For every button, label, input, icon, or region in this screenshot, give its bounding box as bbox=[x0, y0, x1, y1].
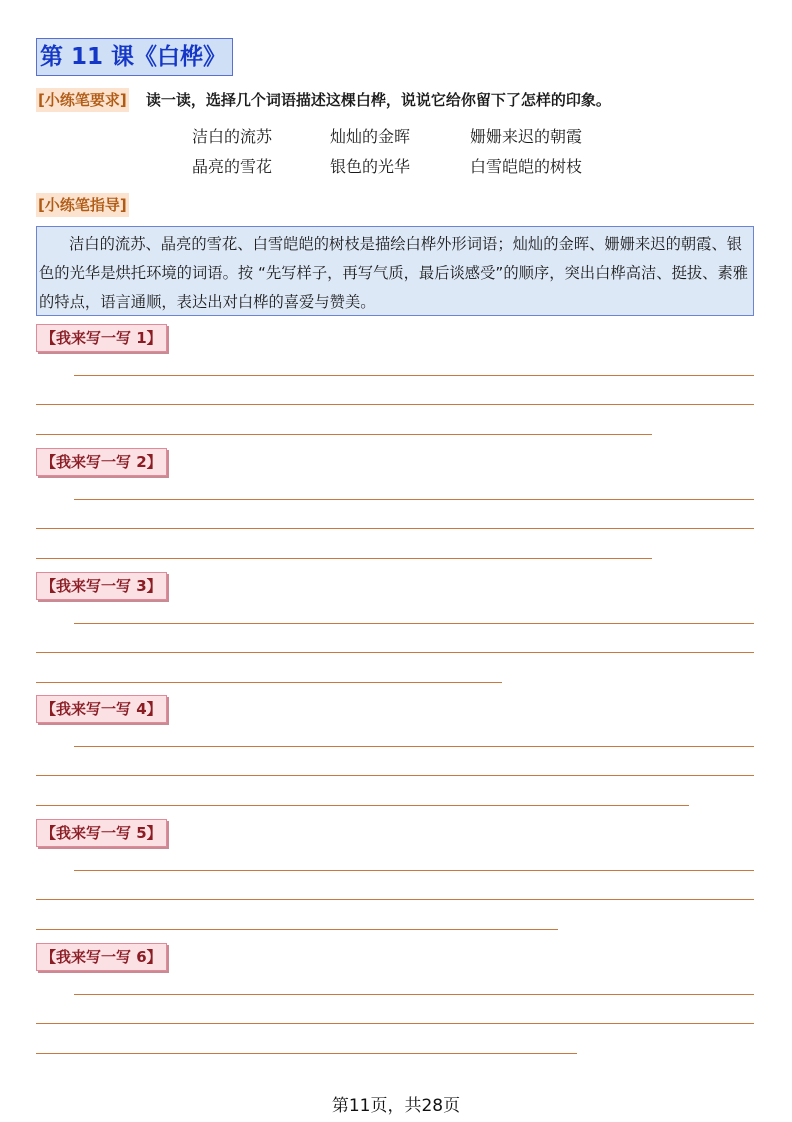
lesson-title: 第 11 课《白桦》 bbox=[36, 38, 233, 76]
word-item: 洁白的流苏 bbox=[192, 127, 273, 146]
word-list bbox=[192, 124, 672, 184]
write-section-label: 【我来写一写 5】 bbox=[36, 819, 167, 847]
writing-line[interactable] bbox=[74, 746, 754, 747]
write-section-5 bbox=[36, 819, 754, 929]
writing-line[interactable] bbox=[36, 682, 502, 683]
writing-line[interactable] bbox=[74, 994, 754, 995]
word-item: 银色的光华 bbox=[330, 157, 411, 176]
writing-line[interactable] bbox=[74, 375, 754, 376]
requirement-tag: [小练笔要求] bbox=[36, 88, 129, 112]
word-row bbox=[192, 124, 672, 154]
word-item: 晶亮的雪花 bbox=[192, 157, 273, 176]
guide-tag-wrap bbox=[36, 193, 129, 217]
writing-line[interactable] bbox=[36, 652, 754, 653]
write-section-label: 【我来写一写 2】 bbox=[36, 448, 167, 476]
write-section-label: 【我来写一写 3】 bbox=[36, 572, 167, 600]
word-item: 灿灿的金晖 bbox=[330, 127, 411, 146]
writing-line[interactable] bbox=[36, 805, 689, 806]
guide-tag: [小练笔指导] bbox=[36, 193, 129, 217]
writing-line[interactable] bbox=[36, 929, 558, 930]
writing-line[interactable] bbox=[36, 528, 754, 529]
write-section-label: 【我来写一写 4】 bbox=[36, 695, 167, 723]
word-item: 姗姗来迟的朝霞 bbox=[470, 127, 583, 146]
writing-line[interactable] bbox=[36, 1053, 577, 1054]
writing-line[interactable] bbox=[36, 434, 652, 435]
write-section-2 bbox=[36, 448, 754, 558]
word-item: 白雪皑皑的树枝 bbox=[470, 157, 583, 176]
writing-line[interactable] bbox=[36, 404, 754, 405]
writing-line[interactable] bbox=[74, 870, 754, 871]
write-section-4 bbox=[36, 695, 754, 805]
guide-text: 洁白的流苏、晶亮的雪花、白雪皑皑的树枝是描绘白桦外形词语；灿灿的金晖、姗姗来迟的朝霞、银色的光华是烘托环境的词语。按 “先写样子，再写气质，最后谈感受”的顺序，突出白桦高洁、挺拔、素雅的特点，语言通顺，表达出对白桦的喜爱与赞美。 bbox=[36, 226, 754, 316]
writing-line[interactable] bbox=[36, 1023, 754, 1024]
writing-line[interactable] bbox=[74, 623, 754, 624]
word-row bbox=[192, 154, 672, 184]
page-number: 第11页，共28页 bbox=[331, 1096, 461, 1116]
requirement-text: 读一读，选择几个词语描述这棵白桦，说说它给你留下了怎样的印象。 bbox=[145, 91, 611, 109]
write-section-3 bbox=[36, 572, 754, 682]
writing-line[interactable] bbox=[36, 899, 754, 900]
write-section-label: 【我来写一写 1】 bbox=[36, 324, 167, 352]
requirement-row bbox=[36, 88, 611, 114]
write-section-label: 【我来写一写 6】 bbox=[36, 943, 167, 971]
writing-line[interactable] bbox=[74, 499, 754, 500]
write-section-1 bbox=[36, 324, 754, 434]
write-section-6 bbox=[36, 943, 754, 1053]
writing-line[interactable] bbox=[36, 558, 652, 559]
writing-line[interactable] bbox=[36, 775, 754, 776]
